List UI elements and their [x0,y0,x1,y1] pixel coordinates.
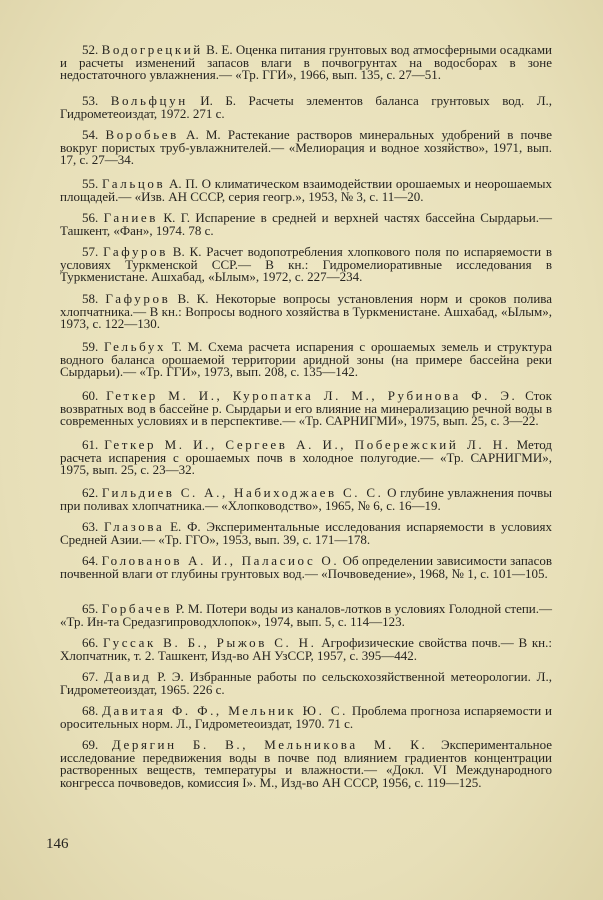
entry-authors: Гильдиев С. А., Набиходжаев С. С. [101,485,384,500]
bibliography-entry [60,637,552,662]
entry-number: 59. [82,339,99,354]
entry-number: 52. [82,42,99,57]
bibliography-entry [60,129,552,167]
entry-text: А. М. Растекание растворов минеральных удобрений в почве вокруг пористых труб-увлажнителей.— «Мелиорация и водное хозяйство», 1971, вып. 17, с. 27—34. [60,127,553,168]
entry-text: В. К. Расчет водопотребления хлопкового поля по испаряемости в условиях Туркменской ССР.— В кн.: Гидромелиоративные исследования в Туркменистане. Ашхабад, «Ылым», 1972, с. 227—234. [60,244,553,285]
bibliography-entry [60,521,552,546]
entry-text: Е. Ф. Экспериментальные исследования испаряемости в условиях Средней Азии.— «Тр. ГГО», 1953, вып. 39, с. 171—178. [60,519,552,547]
entry-number: 58. [82,291,99,306]
entry-authors: Голованов А. И., Паласиос О. [101,553,340,568]
entry-text: Экспериментальное исследование передвижения воды в почве под влиянием градиентов концентрации растворенных веществ, температуры и влажности.— «Докл. VI Международного конгресса почвоведов, комиссия I». М., Изд-во АН СССР, 1956, с. 119—125. [60,737,553,790]
entry-number: 65. [82,601,99,616]
entry-number: 63. [82,519,99,534]
entry-number: 54. [82,127,99,142]
bibliography-entry [60,739,552,789]
bibliography-entry [60,95,552,120]
entry-authors: Гельбух [104,339,167,354]
entry-number: 68. [82,703,99,718]
entry-text: Об определении зависимости запасов почвенной влаги от глубины грунтовых вод.— «Почвоведение», 1968, № 1, с. 101—105. [60,553,552,581]
entry-text: Сток возвратных вод в бассейне р. Сырдарьи и его влияние на минерализацию речной воды в современных условиях и в перспективе.— «Тр. САРНИГМИ», 1975, вып. 25, с. 3—22. [60,388,553,429]
entry-text: Т. М. Схема расчета испарения с орошаемых земель и структура водного баланса орошаемой территории аридной зоны (на примере бассейна реки Сырдарьи).— «Тр. ГГИ», 1973, вып. 208, с. 135—142. [60,339,552,380]
entry-authors: Геткер М. И., Сергеев А. И., Побережский Л. Н. [104,437,511,452]
entry-authors: Гуссак В. Б., Рыжов С. Н. [102,635,317,650]
page-number: 146 [46,836,69,852]
entry-authors: Глазова [104,519,165,534]
entry-text: Метод расчета испарения с орошаемых почв в холодное полугодие.— «Тр. САРНИГМИ», 1975, вып. 25, с. 23—32. [60,437,552,478]
entry-number: 61. [82,437,99,452]
entry-text: К. Г. Испарение в средней и верхней частях бассейна Сырдарьи.— Ташкент, «Фан», 1974. 78 с. [60,210,553,238]
entry-authors: Воробьев [105,127,179,142]
entry-text: А. П. О климатическом взаимодействии орошаемых и неорошаемых площадей.— «Изв. АН СССР, серия геогр.», 1953, № 3, с. 11—20. [60,176,553,204]
entry-number: 55. [82,176,99,191]
bibliography-entry [60,293,552,331]
entry-authors: Вольфцун [110,93,188,108]
entry-authors: Горбачев [101,601,173,616]
entry-text: Проблема прогноза испаряемости и оросительных норм. Л., Гидрометеоиздат, 1970. 71 с. [60,703,552,731]
bibliography-entry [60,390,552,428]
bibliography-entry [60,246,552,284]
bibliography-entry [60,555,552,580]
entry-authors: Ганиев [103,210,159,225]
entry-number: 67. [82,669,99,684]
entry-number: 62. [82,485,99,500]
entry-text: В. Е. Оценка питания грунтовых вод атмосферными осадками и расчеты изменений запасов влаги в почвогрунтах на водосборах в зоне недостаточного увлажнения.— «Тр. ГГИ», 1966, вып. 135, с. 27—51. [60,42,552,83]
entry-number: 66. [82,635,99,650]
bibliography-entry [60,603,552,628]
entry-text: И. Б. Расчеты элементов баланса грунтовых вод. Л., Гидрометеоиздат, 1972. 271 с. [60,93,553,121]
entry-number: 56. [82,210,99,225]
entry-number: 53. [82,93,99,108]
bibliography-entry [60,705,552,730]
entry-authors: Дерягин Б. В., Мельникова М. К. [111,737,428,752]
entry-number: 69. [82,737,99,752]
entry-authors: Давитая Ф. Ф., Мельник Ю. С. [102,703,349,718]
bibliography-entry [60,487,552,512]
entry-number: 60. [82,388,99,403]
entry-text: Р. Э. Избранные работы по сельскохозяйственной метеорологии. Л., Гидрометеоиздат, 1965. 226 с. [60,669,553,697]
bibliography-entry [60,671,552,696]
entry-authors: Гальцов [101,176,166,191]
entry-authors: Геткер М. И., Куропатка Л. М., Рубинова Ф. Э. [106,388,518,403]
entry-text: О глубине увлажнения почвы при поливах хлопчатника.— «Хлопководство», 1965, № 6, с. 16—19. [60,485,552,513]
entry-authors: Гафуров [103,244,168,259]
entry-number: 57. [82,244,99,259]
entry-text: Р. М. Потери воды из каналов-лотков в условиях Голодной степи.— «Тр. Ин-та Средазгипроводхлопок», 1974, вып. 5, с. 114—123. [60,601,552,629]
entry-number: 64. [82,553,99,568]
bibliography-entry [60,341,552,379]
entry-authors: Гафуров [105,291,171,306]
entry-text: В. К. Некоторые вопросы установления норм и сроков полива хлопчатника.— В кн.: Вопросы водного хозяйства в Туркменистане. Ашхабад, «Ылым», 1973, с. 122—130. [60,291,553,332]
bibliography-entry [60,439,552,477]
entry-authors: Водогрецкий [101,42,203,57]
bibliography-entry [60,178,552,203]
entry-text: Агрофизические свойства почв.— В кн.: Хлопчатник, т. 2. Ташкент, Изд-во АН УзССР, 1957, с. 395—442. [60,635,553,663]
bibliography-entry [60,212,552,237]
entry-authors: Давид [104,669,152,684]
bibliography-entry [60,44,552,82]
